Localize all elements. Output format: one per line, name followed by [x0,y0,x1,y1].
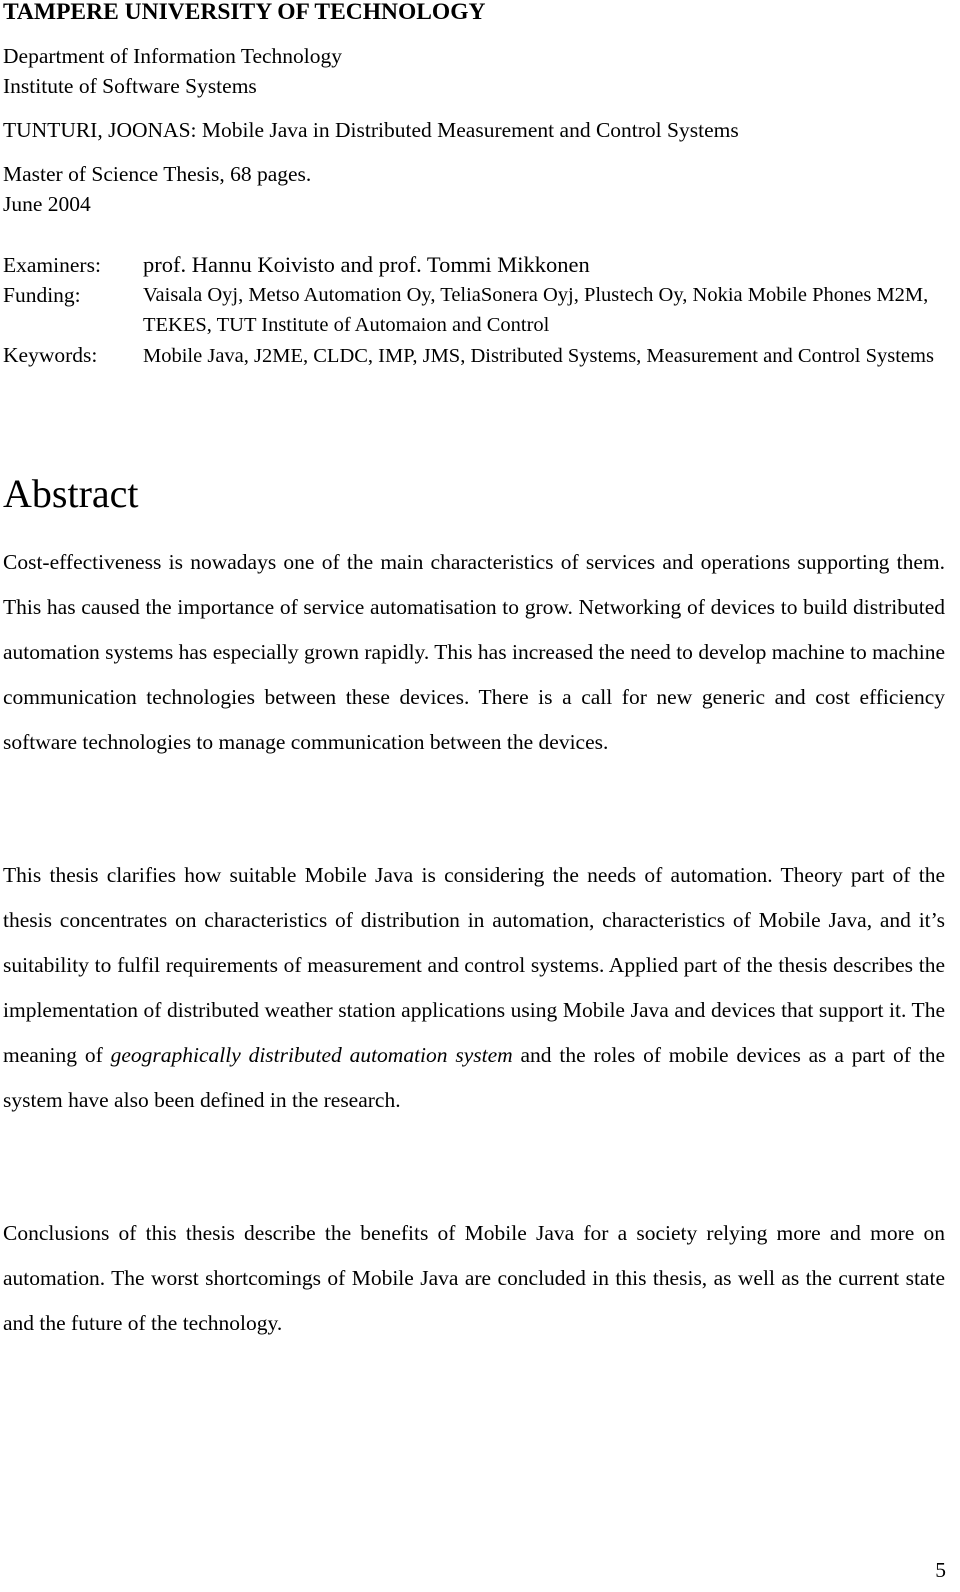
keywords-label: Keywords: [3,343,98,367]
examiners-value: prof. Hannu Koivisto and prof. Tommi Mikkonen [143,252,590,277]
date-line: June 2004 [3,192,91,216]
page-number: 5 [935,1558,946,1582]
funding-label: Funding: [3,283,81,307]
institute-line: Institute of Software Systems [3,74,257,98]
abstract-paragraph-1: Cost-effectiveness is nowadays one of the main characteristics of services and operations supporting them. This has caused the importance of service automatisation to grow. Networking of devices to build distributed automation systems has especially grown rapidly. This has increased the need to develop machine to machine communication technologies between these devices. There is a call for new generic and cost efficiency software technologies to manage communication between the devices. [3,550,945,754]
abstract-paragraph-3: Conclusions of this thesis describe the benefits of Mobile Java for a society relying more and more on automation. The worst shortcomings of Mobile Java are concluded in this thesis, as well as the current state and the future of the technology. [3,1221,945,1335]
examiners-label: Examiners: [3,253,101,277]
keywords-value: Mobile Java, J2ME, CLDC, IMP, JMS, Distributed Systems, Measurement and Control Systems [143,345,934,367]
thesis-info-line: Master of Science Thesis, 68 pages. [3,162,312,186]
abstract-heading: Abstract [3,471,139,516]
paragraph-2-text-end: and the roles of mobile devices as a part of the system have also been defined in the research. [3,1043,945,1112]
department-line: Department of Information Technology [3,44,343,68]
funding-value: Vaisala Oyj, Metso Automation Oy, TeliaSonera Oyj, Plustech Oy, Nokia Mobile Phones M2M, TEKES, TUT Institute of Automaion and Control [143,284,929,336]
author-title-line: TUNTURI, JOONAS: Mobile Java in Distributed Measurement and Control Systems [3,118,739,142]
paragraph-2-italic-term: geographically distributed automation system [110,1043,513,1067]
university-name: TAMPERE UNIVERSITY OF TECHNOLOGY [3,0,486,25]
paragraph-2-text-start: This thesis clarifies how suitable Mobile Java is considering the needs of automation. Theory part of the thesis concentrates on characteristics of distribution in automation, characteristics of Mobile Java, and it’s suitability to fulfil requirements of measurement and control systems. Applied part of the thesis describes the implementation of distributed weather station applications using Mobile Java and devices that support it. The meaning of [3,863,945,1067]
abstract-paragraph-2 [3,853,945,1123]
